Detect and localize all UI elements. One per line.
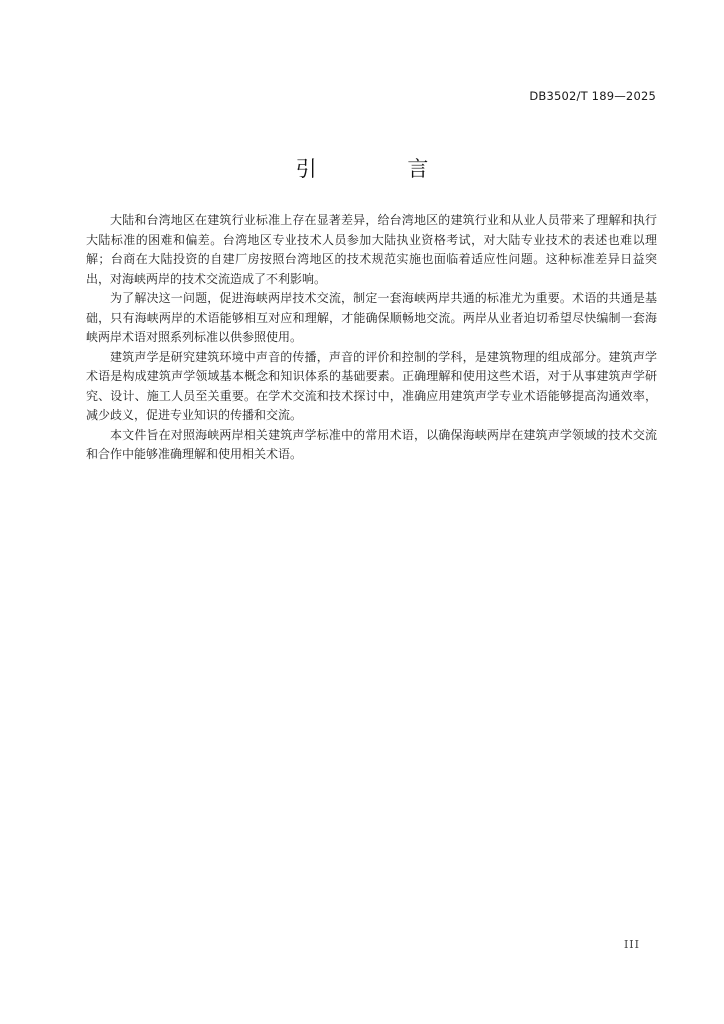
paragraph-1: 大陆和台湾地区在建筑行业标准上存在显著差异，给台湾地区的建筑行业和从业人员带来了理解和执行大陆标准的困难和偏差。台湾地区专业技术人员参加大陆执业资格考试，对大陆专业技术的表述也难以理解；台商在大陆投资的自建厂房按照台湾地区的技术规范实施也面临着适应性问题。这种标准差异日益突出，对海峡两岸的技术交流造成了不利影响。: [86, 213, 657, 286]
standard-code: DB3502/T 189—2025: [529, 89, 656, 103]
paragraph-4: 本文件旨在对照海峡两岸相关建筑声学标准中的常用术语，以确保海峡两岸在建筑声学领域的技术交流和合作中能够准确理解和使用相关术语。: [86, 427, 657, 461]
paragraph-2: 为了解决这一问题，促进海峡两岸技术交流，制定一套海峡两岸共通的标准尤为重要。术语的共通是基础，只有海峡两岸的术语能够相互对应和理解，才能确保顺畅地交流。两岸从业者迫切希望尽快编制一套海峡两岸术语对照系列标准以供参照使用。: [86, 291, 657, 344]
page-number: III: [623, 938, 640, 951]
page-title: 引 言: [295, 157, 471, 181]
introduction-body: [86, 211, 657, 465]
paragraph-3: 建筑声学是研究建筑环境中声音的传播，声音的评价和控制的学科，是建筑物理的组成部分。建筑声学术语是构成建筑声学领域基本概念和知识体系的基础要素。正确理解和使用这些术语，对于从事建筑声学研究、设计、施工人员至关重要。在学术交流和技术探讨中，准确应用建筑声学专业术语能够提高沟通效率，减少歧义，促进专业知识的传播和交流。: [86, 349, 657, 422]
